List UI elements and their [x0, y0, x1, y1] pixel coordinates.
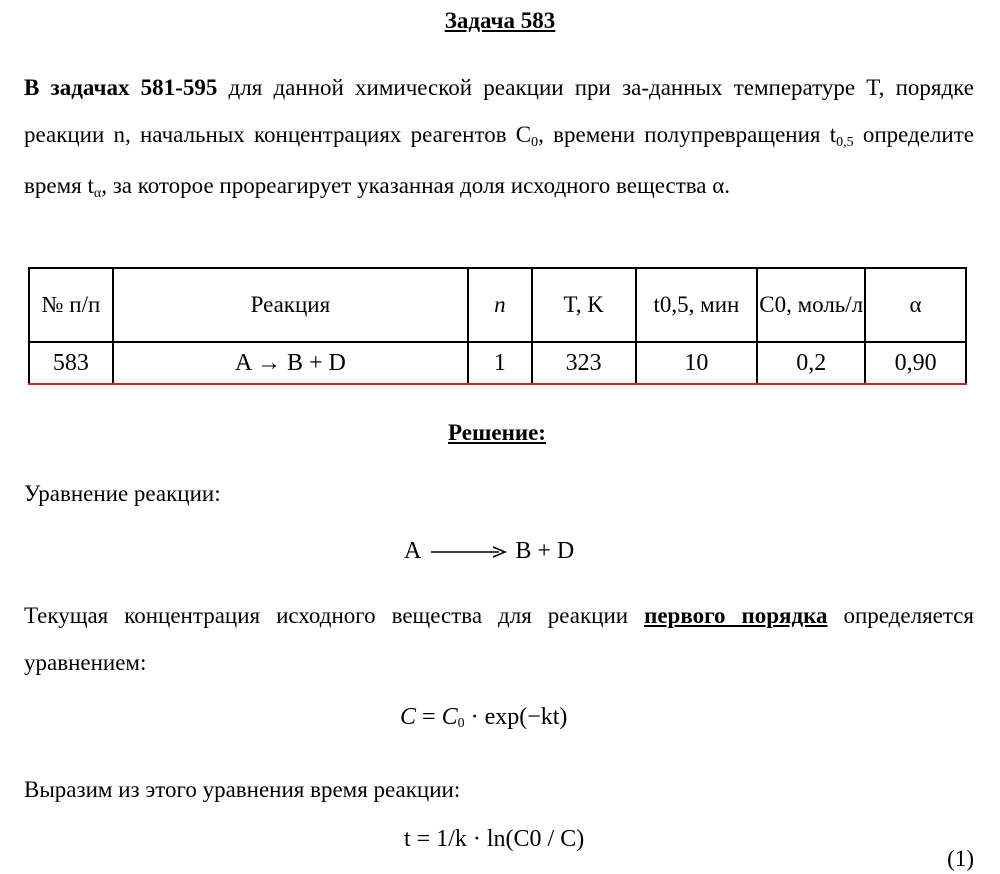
red-underline	[28, 383, 967, 385]
c0-index: 0	[531, 135, 539, 150]
cell-temperature: 323	[532, 342, 636, 384]
products: B + D	[515, 538, 575, 564]
conditions-table	[28, 267, 967, 385]
cell-n: 1	[468, 342, 532, 384]
reaction-arrow-icon	[431, 545, 507, 559]
t-half-index: 0,5	[836, 135, 854, 150]
reaction-equation	[404, 538, 574, 565]
task-statement	[24, 64, 974, 213]
task-range: В задачах 581-595	[24, 75, 218, 100]
cell-c0: 0,2	[757, 342, 865, 384]
header-temperature: T, K	[532, 268, 636, 342]
formula-c-index: 0	[457, 716, 465, 731]
concentration-paragraph	[24, 592, 974, 686]
header-n: n	[468, 268, 532, 342]
statement-text: , за которое прореагирует указанная доля исходного вещества α.	[101, 173, 731, 198]
table-header-row	[29, 268, 966, 342]
paragraph-text: определяется уравнением:	[24, 603, 974, 675]
cell-alpha: 0,90	[865, 342, 966, 384]
first-order-emphasis: первого порядка	[644, 603, 828, 628]
equation-number: (1)	[947, 846, 974, 871]
reaction-equation-label: Уравнение реакции:	[24, 481, 221, 506]
formula-equals: =	[416, 704, 442, 730]
reactant: A	[404, 538, 422, 564]
cell-reaction: A → B + D	[113, 342, 468, 384]
solution-title: Решение:	[448, 420, 546, 445]
table-row	[29, 342, 966, 384]
time-expression-label: Выразим из этого уравнения время реакции:	[24, 777, 461, 802]
statement-text: определите время t	[24, 122, 975, 198]
task-title: Задача 583	[444, 8, 556, 33]
statement-text: для данной химической реакции при за-данных температуре T, порядке реакции n, начальных концентрациях реагентов C	[24, 75, 974, 147]
header-alpha: α	[865, 268, 966, 342]
formula-lhs: C	[400, 704, 417, 730]
cell-num: 583	[29, 342, 113, 384]
header-c0: C0, моль/л	[757, 268, 865, 342]
time-formula: t = 1/k · ln(C0 / C)	[404, 826, 585, 852]
cell-half-time: 10	[636, 342, 758, 384]
formula-rest: · exp(−kt)	[464, 704, 568, 730]
formula-c: C	[441, 704, 458, 730]
concentration-formula	[400, 704, 567, 732]
header-reaction: Реакция	[113, 268, 468, 342]
paragraph-text: Текущая концентрация исходного вещества для реакции	[24, 603, 645, 628]
t-alpha-index: α	[93, 186, 102, 201]
statement-text: , времени полупревращения t	[538, 122, 837, 147]
header-half-time: t0,5, мин	[636, 268, 758, 342]
header-num: № п/п	[29, 268, 113, 342]
